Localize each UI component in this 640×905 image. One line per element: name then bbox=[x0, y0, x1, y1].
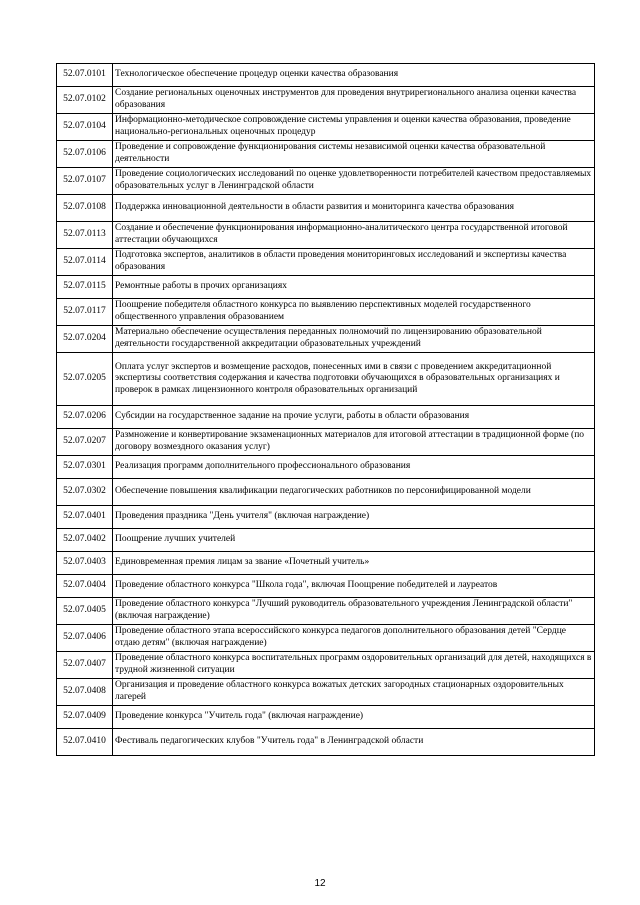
table-row bbox=[57, 456, 595, 479]
row-code: 52.07.0207 bbox=[57, 429, 113, 456]
row-description: Проведение и сопровождение функционирования системы независимой оценки качества образовательной деятельности bbox=[113, 141, 595, 168]
table-row bbox=[57, 406, 595, 429]
row-code: 52.07.0115 bbox=[57, 276, 113, 299]
row-code: 52.07.0205 bbox=[57, 353, 113, 406]
row-code: 52.07.0101 bbox=[57, 64, 113, 87]
row-code: 52.07.0409 bbox=[57, 706, 113, 729]
row-description: Информационно-методическое сопровождение системы управления и оценки качества образования, проведение национально-региональных оценочных процедур bbox=[113, 114, 595, 141]
row-description: Оплата услуг экспертов и возмещение расходов, понесенных ими в связи с проведением аккредитационной экспертизы соответствия содержания и качества подготовки обучающихся в образовательных организациях и проверок в рамках лицензионного контроля образовательных организаций bbox=[113, 353, 595, 406]
row-code: 52.07.0401 bbox=[57, 506, 113, 529]
table-row bbox=[57, 299, 595, 326]
row-code: 52.07.0107 bbox=[57, 168, 113, 195]
table-row bbox=[57, 114, 595, 141]
table-row bbox=[57, 652, 595, 679]
row-description: Реализация программ дополнительного профессионального образования bbox=[113, 456, 595, 479]
row-description: Поощрение лучших учителей bbox=[113, 529, 595, 552]
row-description: Проведение областного конкурса воспитательных программ оздоровительных организаций для детей, находящихся в трудной жизненной ситуации bbox=[113, 652, 595, 679]
row-description: Проведение областного конкурса "Школа года", включая Поощрение победителей и лауреатов bbox=[113, 575, 595, 598]
row-code: 52.07.0106 bbox=[57, 141, 113, 168]
row-description: Технологическое обеспечение процедур оценки качества образования bbox=[113, 64, 595, 87]
table-row bbox=[57, 552, 595, 575]
table-row bbox=[57, 575, 595, 598]
row-description: Проведение конкурса "Учитель года" (включая награждение) bbox=[113, 706, 595, 729]
table-row bbox=[57, 679, 595, 706]
row-description: Проведение областного конкурса "Лучший руководитель образовательного учреждения Ленинградской области" (включая награждение) bbox=[113, 598, 595, 625]
table-row bbox=[57, 706, 595, 729]
row-description: Проведение социологических исследований по оценке удовлетворенности потребителей качеством предоставляемых образовательных услуг в Ленинградской области bbox=[113, 168, 595, 195]
row-code: 52.07.0405 bbox=[57, 598, 113, 625]
table-row bbox=[57, 326, 595, 353]
row-code: 52.07.0108 bbox=[57, 195, 113, 222]
row-code: 52.07.0404 bbox=[57, 575, 113, 598]
table-row bbox=[57, 64, 595, 87]
row-code: 52.07.0402 bbox=[57, 529, 113, 552]
row-description: Фестиваль педагогических клубов "Учитель года" в Ленинградской области bbox=[113, 729, 595, 756]
table-row bbox=[57, 168, 595, 195]
table-row bbox=[57, 429, 595, 456]
row-code: 52.07.0102 bbox=[57, 87, 113, 114]
row-description: Материально обеспечение осуществления переданных полномочий по лицензированию образовательной деятельности государственной аккредитации образовательных учреждений bbox=[113, 326, 595, 353]
row-code: 52.07.0301 bbox=[57, 456, 113, 479]
row-code: 52.07.0113 bbox=[57, 222, 113, 249]
row-description: Проведение областного этапа всероссийского конкурса педагогов дополнительного образования детей "Сердце отдаю детям" (включая награждение) bbox=[113, 625, 595, 652]
row-code: 52.07.0206 bbox=[57, 406, 113, 429]
table-row bbox=[57, 729, 595, 756]
codes-table bbox=[56, 63, 595, 756]
row-code: 52.07.0204 bbox=[57, 326, 113, 353]
table-row bbox=[57, 249, 595, 276]
row-code: 52.07.0302 bbox=[57, 479, 113, 506]
codes-table-body bbox=[57, 64, 595, 756]
row-description: Размножение и конвертирование экзаменационных материалов для итоговой аттестации в традиционной форме (по договору возмездного оказания услуг) bbox=[113, 429, 595, 456]
row-description: Субсидии на государственное задание на прочие услуги, работы в области образования bbox=[113, 406, 595, 429]
row-description: Организация и проведение областного конкурса вожатых детских загородных стационарных оздоровительных лагерей bbox=[113, 679, 595, 706]
table-row bbox=[57, 529, 595, 552]
table-row bbox=[57, 276, 595, 299]
table-row bbox=[57, 598, 595, 625]
row-code: 52.07.0403 bbox=[57, 552, 113, 575]
table-row bbox=[57, 222, 595, 249]
row-description: Подготовка экспертов, аналитиков в области проведения мониторинговых исследований и экспертизы качества образования bbox=[113, 249, 595, 276]
row-code: 52.07.0407 bbox=[57, 652, 113, 679]
table-row bbox=[57, 195, 595, 222]
row-code: 52.07.0117 bbox=[57, 299, 113, 326]
row-description: Создание и обеспечение функционирования информационно-аналитического центра государственной итоговой аттестации обучающихся bbox=[113, 222, 595, 249]
row-code: 52.07.0408 bbox=[57, 679, 113, 706]
row-description: Создание региональных оценочных инструментов для проведения внутрирегионального анализа оценки качества образования bbox=[113, 87, 595, 114]
table-row bbox=[57, 87, 595, 114]
row-description: Поддержка инновационной деятельности в области развития и мониторинга качества образования bbox=[113, 195, 595, 222]
row-code: 52.07.0406 bbox=[57, 625, 113, 652]
row-description: Обеспечение повышения квалификации педагогических работников по персонифицированной модели bbox=[113, 479, 595, 506]
row-description: Единовременная премия лицам за звание «Почетный учитель» bbox=[113, 552, 595, 575]
table-row bbox=[57, 479, 595, 506]
page-number: 12 bbox=[314, 878, 326, 889]
table-row bbox=[57, 141, 595, 168]
row-code: 52.07.0104 bbox=[57, 114, 113, 141]
table-row bbox=[57, 625, 595, 652]
table-row bbox=[57, 506, 595, 529]
table-row bbox=[57, 353, 595, 406]
row-code: 52.07.0410 bbox=[57, 729, 113, 756]
row-code: 52.07.0114 bbox=[57, 249, 113, 276]
row-description: Поощрение победителя областного конкурса по выявлению перспективных моделей государственного общественного управления образованием bbox=[113, 299, 595, 326]
row-description: Ремонтные работы в прочих организациях bbox=[113, 276, 595, 299]
row-description: Проведения праздника "День учителя" (включая награждение) bbox=[113, 506, 595, 529]
